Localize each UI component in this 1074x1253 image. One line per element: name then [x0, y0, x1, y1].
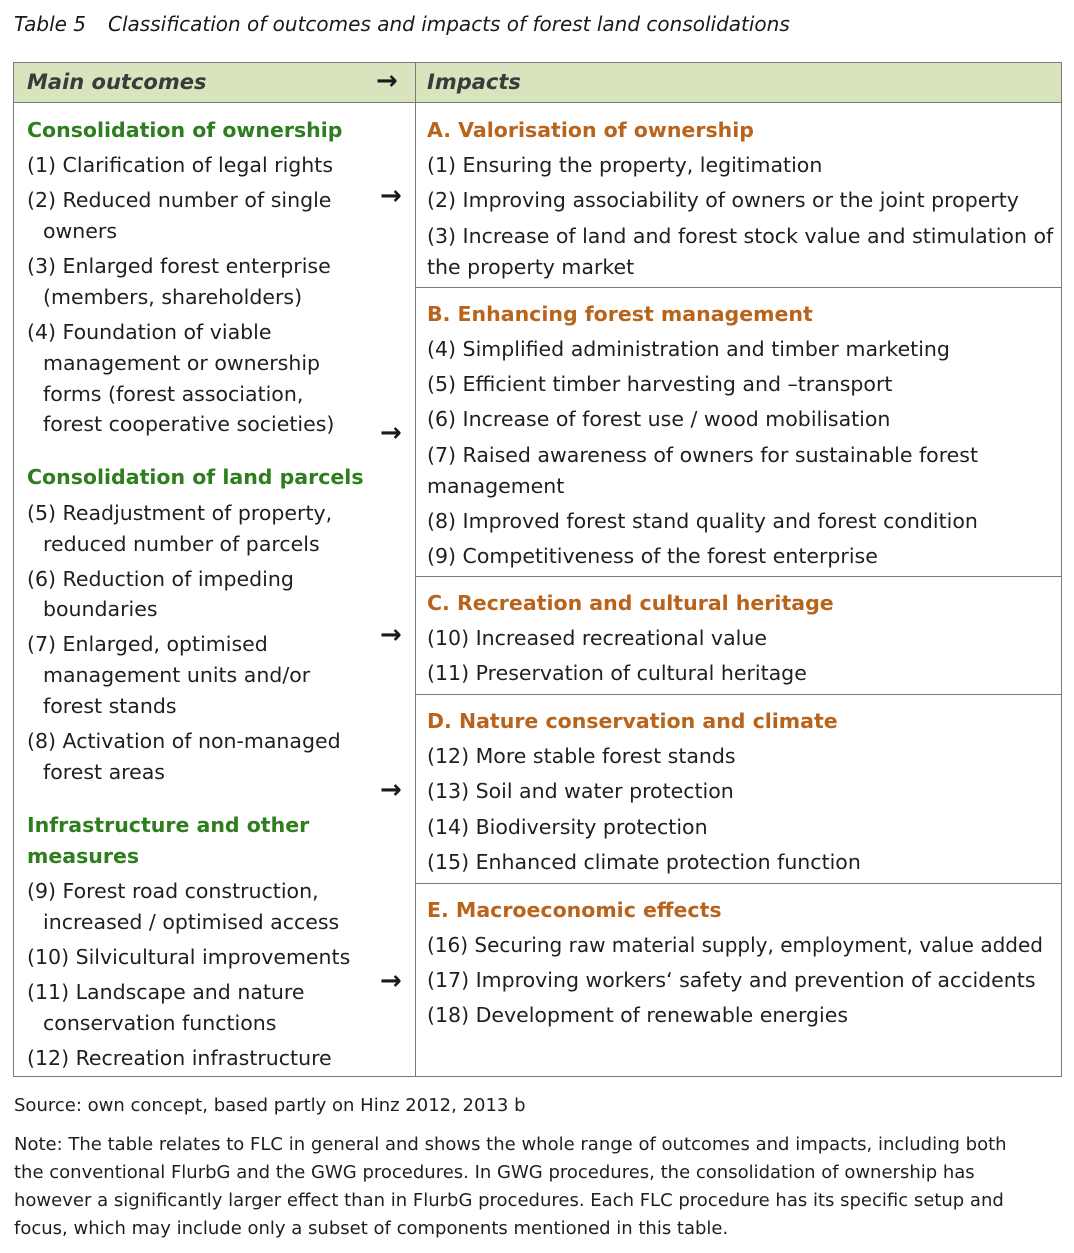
outcome-item: (8) Activation of non-managed — [27, 729, 341, 753]
outcome-item: (7) Enlarged, optimised — [27, 632, 268, 656]
impact-item: (6) Increase of forest use / wood mobilisation — [427, 407, 891, 431]
note-line: Note: The table relates to FLC in general and shows the whole range of outcomes and impacts, including both — [14, 1134, 1007, 1155]
outcome-item: management units and/or — [43, 663, 311, 687]
table-title: Classification of outcomes and impacts of forest land consolidations — [108, 12, 790, 36]
impact-item: (18) Development of renewable energies — [427, 1003, 849, 1027]
impact-item: management — [427, 474, 565, 498]
impact-item: (7) Raised awareness of owners for sustainable forest — [427, 443, 979, 467]
arrow-right-icon: → — [380, 620, 402, 650]
impact-group-title: E. Macroeconomic effects — [427, 898, 722, 922]
header-main-outcomes: Main outcomes — [27, 70, 207, 94]
outcome-group-title: Consolidation of land parcels — [27, 465, 364, 489]
outcome-item: conservation functions — [43, 1011, 277, 1035]
column-divider — [415, 63, 416, 1076]
impact-item: (15) Enhanced climate protection function — [427, 850, 861, 874]
impact-item: (16) Securing raw material supply, employment, value added — [427, 933, 1043, 957]
impact-group-title: A. Valorisation of ownership — [427, 118, 754, 142]
arrow-right-icon: → — [380, 775, 402, 805]
outcome-item: (3) Enlarged forest enterprise — [27, 254, 331, 278]
impact-group-title: B. Enhancing forest management — [427, 302, 813, 326]
outcome-item: boundaries — [43, 597, 158, 621]
impact-item: (3) Increase of land and forest stock value and stimulation of — [427, 224, 1054, 248]
impact-group-title: C. Recreation and cultural heritage — [427, 591, 834, 615]
impact-item: (9) Competitiveness of the forest enterprise — [427, 544, 878, 568]
table-caption — [14, 12, 790, 36]
impact-item: (12) More stable forest stands — [427, 744, 736, 768]
row-divider-ab — [415, 287, 1061, 288]
outcome-item: management or ownership — [43, 351, 321, 375]
outcome-item: reduced number of parcels — [43, 532, 320, 556]
note-line: focus, which may include only a subset of components mentioned in this table. — [14, 1218, 729, 1239]
impact-item: (2) Improving associability of owners or the joint property — [427, 188, 1019, 212]
impact-group-title: D. Nature conservation and climate — [427, 709, 838, 733]
outcome-item: forest stands — [43, 694, 177, 718]
impact-item: (11) Preservation of cultural heritage — [427, 661, 807, 685]
impact-item: (17) Improving workers‘ safety and prevention of accidents — [427, 968, 1036, 992]
outcome-item: forms (forest association, — [43, 382, 304, 406]
outcome-item: (11) Landscape and nature — [27, 980, 305, 1004]
impact-item: (5) Efficient timber harvesting and –transport — [427, 372, 893, 396]
impact-item: (13) Soil and water protection — [427, 779, 734, 803]
header-impacts: Impacts — [427, 70, 521, 94]
outcome-group-title: Consolidation of ownership — [27, 118, 343, 142]
arrow-right-icon: → — [380, 181, 402, 211]
outcome-item: (members, shareholders) — [43, 285, 303, 309]
outcome-item: forest areas — [43, 760, 165, 784]
outcome-group-title: Infrastructure and other — [27, 813, 310, 837]
row-divider-de — [415, 883, 1061, 884]
row-divider-cd — [415, 694, 1061, 695]
arrow-right-icon: → — [380, 418, 402, 448]
outcome-item: (1) Clarification of legal rights — [27, 153, 333, 177]
impact-item: (10) Increased recreational value — [427, 626, 767, 650]
outcome-item: (10) Silvicultural improvements — [27, 945, 351, 969]
arrow-right-icon: → — [380, 966, 402, 996]
outcome-item: (6) Reduction of impeding — [27, 567, 294, 591]
outcome-item: (12) Recreation infrastructure — [27, 1046, 332, 1070]
table-header-row — [14, 63, 1061, 103]
note-line: however a significantly larger effect than in FlurbG procedures. Each FLC procedure has its specific setup and — [14, 1190, 1004, 1211]
impact-item: (14) Biodiversity protection — [427, 815, 708, 839]
outcome-item: (4) Foundation of viable — [27, 320, 272, 344]
note-line: the conventional FlurbG and the GWG procedures. In GWG procedures, the consolidation of ownership has — [14, 1162, 975, 1183]
outcome-item: (9) Forest road construction, — [27, 879, 319, 903]
impact-item: (1) Ensuring the property, legitimation — [427, 153, 823, 177]
outcome-item: (5) Readjustment of property, — [27, 501, 333, 525]
outcome-item: increased / optimised access — [43, 910, 340, 934]
outcome-group-title: measures — [27, 844, 140, 868]
impact-item: (8) Improved forest stand quality and forest condition — [427, 509, 978, 533]
row-divider-bc — [415, 576, 1061, 577]
outcome-item: owners — [43, 219, 118, 243]
outcome-item: (2) Reduced number of single — [27, 188, 332, 212]
header-arrow-icon: → — [376, 66, 398, 96]
table-number: Table 5 — [14, 12, 87, 36]
impact-item: (4) Simplified administration and timber marketing — [427, 337, 950, 361]
outcome-item: forest cooperative societies) — [43, 412, 335, 436]
impact-item: the property market — [427, 255, 635, 279]
source-note: Source: own concept, based partly on Hinz 2012, 2013 b — [14, 1095, 526, 1116]
